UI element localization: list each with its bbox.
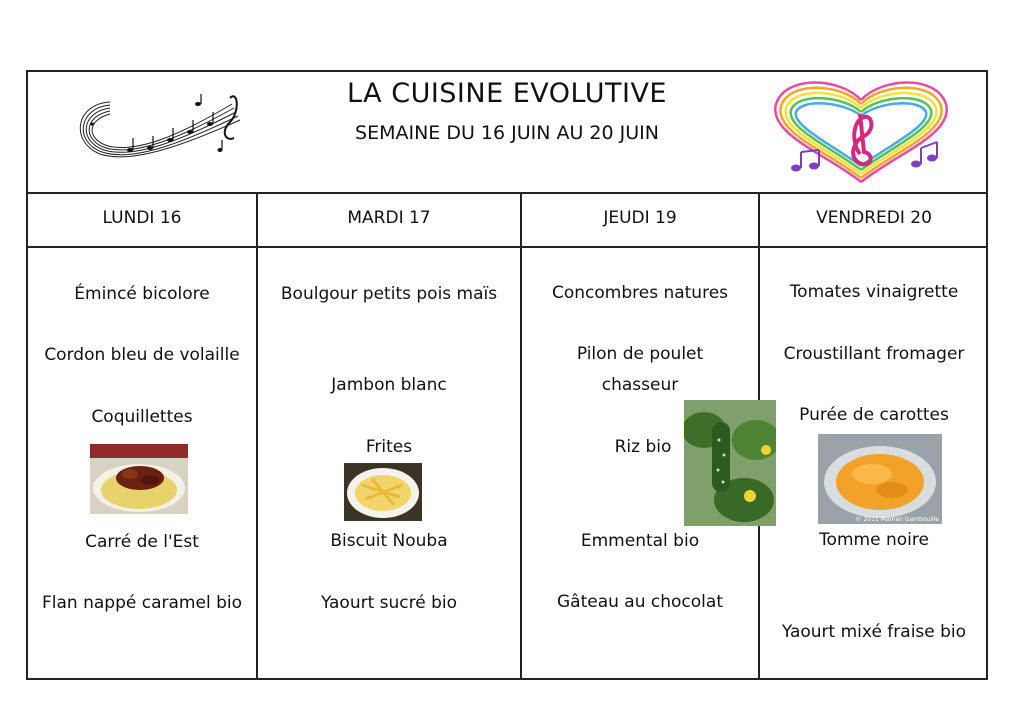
- pasta-bolognese-photo: [90, 444, 188, 514]
- carrot-puree-photo: [818, 434, 942, 524]
- menu-item: Pilon de poulet chasseur: [576, 344, 704, 395]
- menu-item: Yaourt mixé fraise bio: [781, 622, 967, 642]
- day-col-jeudi: [522, 192, 758, 246]
- menu-item: Biscuit Nouba: [330, 531, 448, 551]
- musical-staff-swirl-icon: [70, 92, 250, 174]
- day-name: LUNDI 16: [102, 208, 182, 228]
- menu-item: Boulgour petits pois maïs: [280, 284, 498, 304]
- day-name: MARDI 17: [347, 208, 431, 228]
- menu-item: Coquillettes: [91, 407, 193, 427]
- day-name: JEUDI 19: [603, 208, 677, 228]
- menu-item: Tomates vinaigrette: [789, 282, 959, 302]
- day-header-row: [28, 192, 986, 248]
- menu-item: Jambon blanc: [331, 375, 447, 395]
- menu-item: Tomme noire: [819, 530, 929, 550]
- menu-item: Émincé bicolore: [74, 284, 210, 304]
- menu-item: Croustillant fromager: [783, 344, 965, 364]
- page-title: LA CUISINE EVOLUTIVE: [347, 78, 667, 109]
- menu-item: Purée de carottes: [799, 405, 949, 425]
- french-fries-bowl-photo: [344, 463, 422, 521]
- menu-item: Cordon bleu de volaille: [44, 345, 240, 365]
- menu-sheet: [26, 70, 988, 680]
- rainbow-music-heart-icon: [756, 74, 966, 186]
- day-col-vendredi: [760, 192, 988, 246]
- menu-item: Yaourt sucré bio: [320, 593, 458, 613]
- day-col-lundi: [28, 192, 256, 246]
- menu-item: Emmental bio: [580, 531, 700, 551]
- menu-item: Flan nappé caramel bio: [42, 593, 242, 613]
- menu-item: Gâteau au chocolat: [557, 592, 723, 612]
- menu-header: [28, 72, 986, 194]
- day-col-mardi: [258, 192, 520, 246]
- menu-item: Carré de l'Est: [85, 532, 199, 552]
- menu-item: Frites: [365, 437, 413, 457]
- menu-item: Concombres natures: [551, 283, 729, 303]
- photo-watermark: © 2011 Maman Gambouille: [855, 516, 939, 523]
- day-name: VENDREDI 20: [816, 208, 932, 228]
- menu-item: Riz bio: [614, 437, 672, 457]
- week-subtitle: SEMAINE DU 16 JUIN AU 20 JUIN: [355, 122, 659, 144]
- carrot-puree-image: [818, 434, 942, 524]
